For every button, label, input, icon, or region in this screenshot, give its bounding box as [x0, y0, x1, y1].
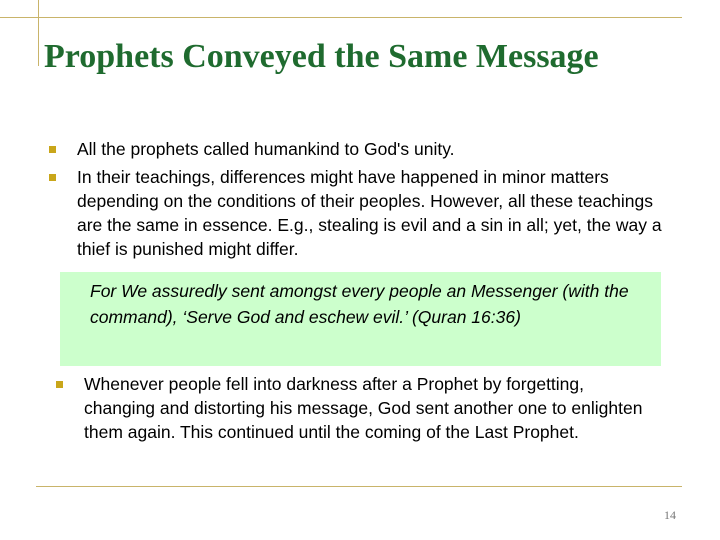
bullet-list-after [54, 372, 654, 444]
square-bullet-icon [56, 381, 63, 388]
quran-quote: For We assuredly sent amongst every people an Messenger (with the command), ‘Serve God and eschew evil.’ (Quran 16:36) [90, 281, 629, 327]
bullet-text: All the prophets called humankind to God's unity. [77, 139, 455, 159]
square-bullet-icon [49, 174, 56, 181]
list-item [54, 372, 654, 444]
vertical-rule [38, 0, 39, 66]
list-item [47, 137, 667, 161]
square-bullet-icon [49, 146, 56, 153]
slide-title: Prophets Conveyed the Same Message [44, 38, 599, 75]
quote-box [60, 272, 661, 366]
top-rule [0, 17, 682, 18]
page-number: 14 [664, 508, 676, 522]
bullet-text: Whenever people fell into darkness after a Prophet by forgetting, changing and distorting his message, God sent another one to enlighten them again. This continued until the coming of the Last Prophet. [84, 374, 643, 442]
bottom-rule [36, 486, 682, 487]
bullet-list [47, 137, 667, 265]
bullet-text: In their teachings, differences might have happened in minor matters depending on the conditions of their peoples. However, all these teachings are the same in essence. E.g., stealing is evil and a sin in all; yet, the way a thief is punished might differ. [77, 167, 662, 259]
list-item [47, 165, 667, 261]
